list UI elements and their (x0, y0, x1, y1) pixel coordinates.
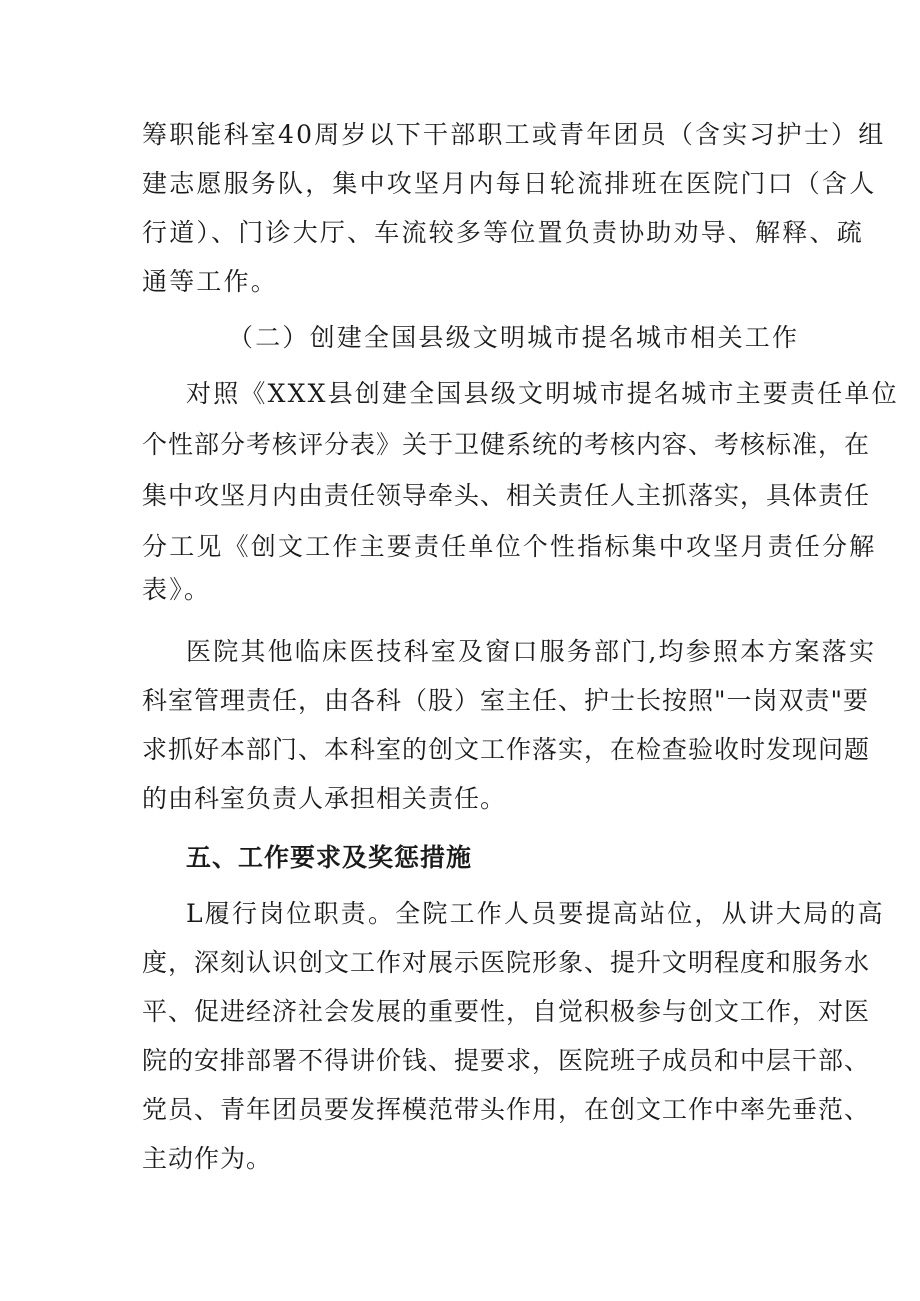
text-line: 表》。 (142, 575, 212, 604)
text-line: 通等工作。 (142, 267, 279, 296)
text-line: 求抓好本部门、本科室的创文工作落实，在检查验收时发现问题 (142, 735, 871, 764)
text-line: 分工见《创文工作主要责任单位个性指标集中攻坚月责任分解 (142, 532, 877, 561)
text-line: 院的安排部署不得讲价钱、提要求，医院班子成员和中层干部、 (142, 1046, 871, 1075)
text-line: 医院其他临床医技科室及窗口服务部门,均参照本方案落实 (186, 637, 877, 666)
text-line: 集中攻坚月内由责任领导牵头、相关责任人主抓落实，具体责任 (142, 481, 871, 510)
text-line: 筹职能科室40周岁以下干部职工或青年团员（含实习护士）组 (142, 120, 886, 149)
subheading: （二）创建全国县级文明城市提名城市相关工作 (228, 323, 800, 352)
text-line: 主动作为。 (142, 1144, 273, 1173)
text-line: 的由科室负责人承担相关责任。 (142, 784, 507, 813)
text-line: 科室管理责任，由各科（股）室主任、护士长按照"一岗双责"要 (142, 686, 870, 715)
text-line: 度，深刻认识创文工作对展示医院形象、提升文明程度和服务水 (142, 948, 871, 977)
text-line: L履行岗位职责。全院工作人员要提高站位，从讲大局的高 (186, 899, 885, 928)
text-line: 对照《XXX县创建全国县级文明城市提名城市主要责任单位 (186, 379, 899, 408)
text-line: 党员、青年团员要发挥模范带头作用，在创文工作中率先垂范、 (142, 1095, 871, 1124)
text-line: 建志愿服务队，集中攻坚月内每日轮流排班在医院门口（含人 (142, 169, 877, 198)
text-line: 平、促进经济社会发展的重要性，自觉积极参与创文工作，对医 (142, 997, 871, 1026)
text-line: 个性部分考核评分表》关于卫健系统的考核内容、考核标准，在 (142, 430, 871, 459)
text-line: 行道）、门诊大厅、车流较多等位置负责协助劝导、解释、疏 (142, 218, 864, 247)
section-heading: 五、工作要求及奖惩措施 (186, 843, 473, 872)
